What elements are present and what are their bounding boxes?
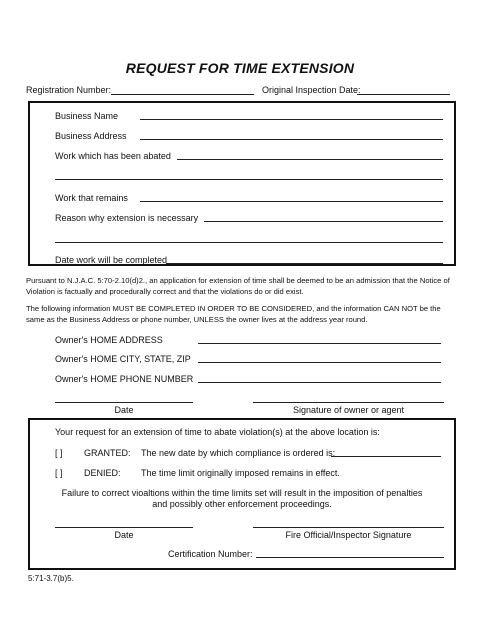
form-code: 5:71-3.7(b)5. [28,574,74,583]
owner-home-phone-label: Owner's HOME PHONE NUMBER [55,374,194,384]
granted-text: The new date by which compliance is ordered is: [141,448,336,458]
work-remains-field[interactable] [140,201,443,202]
official-signature-field[interactable] [253,527,444,528]
official-signature-label: Fire Official/Inspector Signature [285,530,412,540]
original-inspection-date-field[interactable] [357,94,450,95]
denied-text: The time limit originally imposed remains in effect. [141,468,340,478]
owner-signature-field[interactable] [253,402,444,403]
pursuant-notice: Pursuant to N.J.A.C. 5:70-2.10(d)2., an application for extension of time shall be deemed to be an admission that the Notice of Violation is factually and procedurally correct and that the violations do or did exist. [26,276,450,296]
failure-warning-line1: Failure to correct vioaltions within the time limits set will result in the imposition of penalties [61,488,423,498]
date-completed-label: Date work will be completed [55,255,168,265]
reason-label: Reason why extension is necessary [55,213,199,223]
business-name-label: Business Name [55,111,119,121]
owner-signature-label: Signature of owner or agent [292,405,405,415]
reason-field-continued[interactable] [55,242,443,243]
granted-checkbox[interactable]: [ ] [55,448,63,458]
work-abated-field-continued[interactable] [55,179,443,180]
granted-label: GRANTED: [84,448,131,458]
work-abated-label: Work which has been abated [55,151,171,161]
official-date-field[interactable] [55,527,193,528]
owner-home-city-label: Owner's HOME CITY, STATE, ZIP [55,354,191,364]
certification-number-field[interactable] [256,557,444,558]
business-name-field[interactable] [140,119,443,120]
failure-warning-line2: and possibly other enforcement proceedings. [152,499,332,509]
request-intro-text: Your request for an extension of time to abate violation(s) at the above location is: [55,427,380,437]
page-title: REQUEST FOR TIME EXTENSION [125,60,355,76]
business-address-field[interactable] [140,139,443,140]
required-info-notice: The following information MUST BE COMPLETED IN ORDER TO BE CONSIDERED, and the information CAN NOT be the same as the Business Address or phone number, UNLESS the owner lives at the address year round. [26,304,441,324]
owner-date-field[interactable] [55,402,193,403]
registration-number-label: Registration Number: [26,85,112,95]
reason-field[interactable] [204,221,443,222]
work-remains-label: Work that remains [55,193,128,203]
owner-date-label: Date [114,405,134,415]
new-compliance-date-field[interactable] [331,456,441,457]
owner-home-address-label: Owner's HOME ADDRESS [55,335,163,345]
date-completed-field[interactable] [166,263,443,264]
work-abated-field[interactable] [177,159,443,160]
denied-checkbox[interactable]: [ ] [55,468,63,478]
denied-label: DENIED: [84,468,121,478]
business-address-label: Business Address [55,131,127,141]
owner-home-city-field[interactable] [198,362,441,363]
official-date-label: Date [114,530,134,540]
original-inspection-date-label: Original Inspection Date: [262,85,361,95]
owner-home-address-field[interactable] [198,343,441,344]
registration-number-field[interactable] [111,94,254,95]
certification-number-label: Certification Number: [168,549,253,559]
owner-home-phone-field[interactable] [198,382,441,383]
